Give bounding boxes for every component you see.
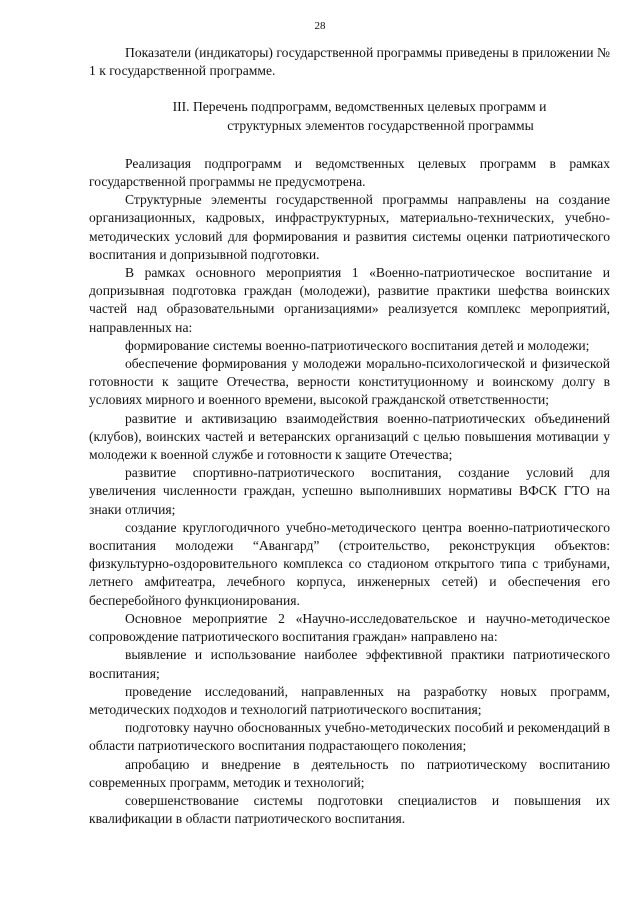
list-item: создание круглогодичного учебно-методического центра военно-патриотического воспитания молодежи “Авангард” (строительство, реконструкция объектов: физкультурно-оздоровительного комплекса со стадионом открытого типа с трибунами, летнего амфитеатра, лечебного корпуса, инженерных сетей) и обеспечения его бесперебойного функционирования. [89, 519, 610, 608]
paragraph: Основное мероприятие 2 «Научно-исследовательское и научно-методическое сопровождение патриотического воспитания граждан» направлено на: [89, 610, 610, 645]
section-heading [89, 98, 610, 134]
section-heading-line-1: III. Перечень подпрограмм, ведомственных целевых программ и [172, 99, 547, 115]
list-item: проведение исследований, направленных на разработку новых программ, методических подходов и технологий патриотического воспитания; [89, 683, 610, 717]
list-item: обеспечение формирования у молодежи морально-психологической и физической готовности к защите Отечества, верности конституционному и воинскому долгу в условиях мирного и военного времени, высокой гражданской ответственности; [89, 356, 610, 408]
paragraph: Структурные элементы государственной программы направлены на создание организационных, кадровых, инфраструктурных, материально-технических, учебно-методических условий для формирования и развития системы оценки патриотического воспитания и допризывной подготовки. [89, 192, 610, 262]
paragraph: Реализация подпрограмм и ведомственных целевых программ в рамках государственной программы не предусмотрена. [89, 155, 610, 190]
page-number: 28 [314, 20, 326, 32]
section-heading-line-2: структурных элементов государственной программы [227, 117, 534, 133]
list-item: формирование системы военно-патриотического воспитания детей и молодежи; [125, 337, 590, 353]
paragraph: В рамках основного мероприятия 1 «Военно-патриотическое воспитание и допризывная подготовка граждан (молодежи), развитие практики шефства воинских частей над образовательными организациями» реализуется комплекс мероприятий, направленных на: [89, 265, 610, 335]
list-item: развитие и активизацию взаимодействия военно-патриотических объединений (клубов), воинских частей и ветеранских организаций с целью повышения мотивации у молодежи к военной службе и готовности к защите Отечества; [89, 410, 610, 463]
document-body [89, 44, 610, 828]
intro-paragraph: Показатели (индикаторы) государственной программы приведены в приложении № 1 к государственной программе. [89, 45, 610, 79]
list-item: выявление и использование наиболее эффективной практики патриотического воспитания; [89, 647, 610, 681]
list-item: апробацию и внедрение в деятельность по патриотическому воспитанию современных программ, методик и технологий; [89, 756, 610, 790]
list-item: совершенствование системы подготовки специалистов и повышения их квалификации в области патриотического воспитания. [89, 792, 610, 827]
list-item: развитие спортивно-патриотического воспитания, создание условий для увеличения численности граждан, успешно выполнивших нормативы ВФСК ГТО на знаки отличия; [89, 465, 610, 517]
list-item: подготовку научно обоснованных учебно-методических пособий и рекомендаций в области патриотического воспитания подрастающего поколения; [89, 720, 610, 754]
